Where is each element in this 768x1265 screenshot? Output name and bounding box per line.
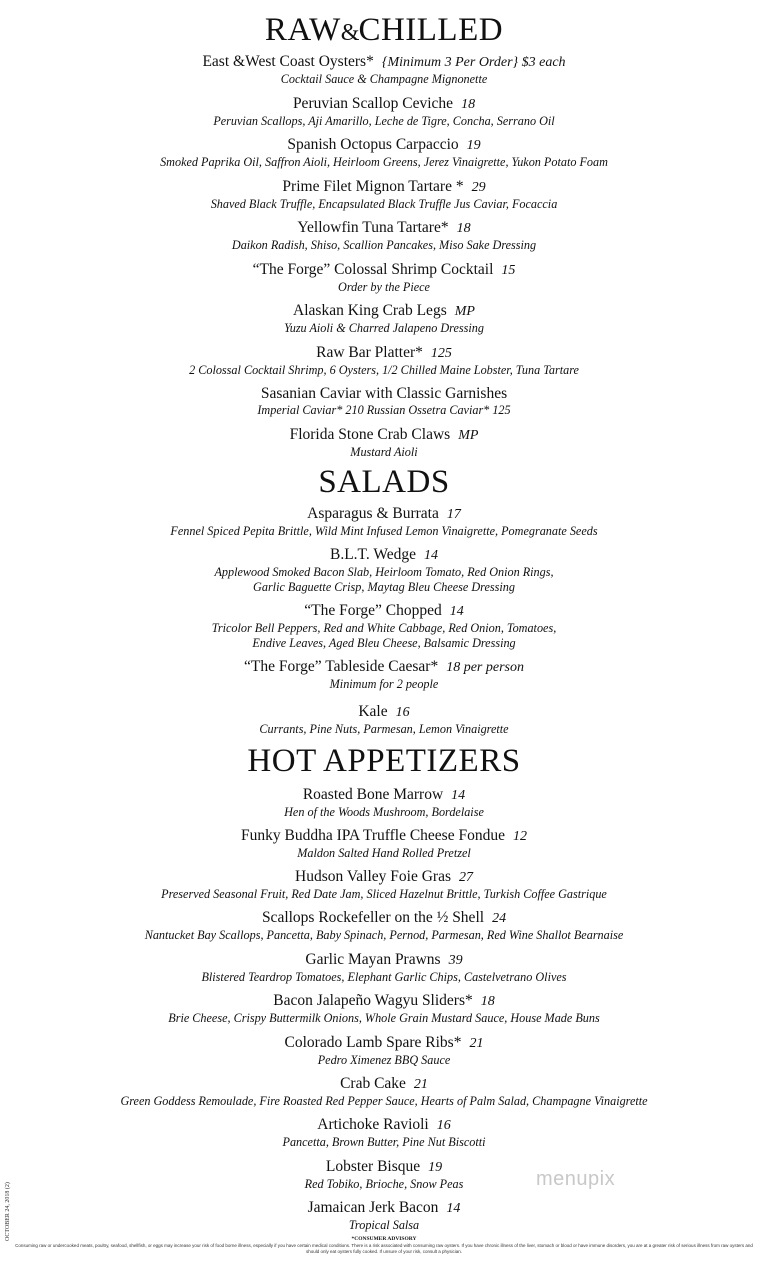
item-price: {Minimum 3 Per Order} $3 each <box>381 55 566 70</box>
item-name: “The Forge” Colossal Shrimp Cocktail <box>252 261 494 278</box>
item-description: Daikon Radish, Shiso, Scallion Pancakes, Miso Sake Dressing <box>231 238 537 252</box>
item-name: Kale <box>358 703 388 720</box>
item-name: Alaskan King Crab Legs <box>293 302 447 319</box>
item-description: Applewood Smoked Bacon Slab, Heirloom Tomato, Red Onion Rings, <box>214 565 554 579</box>
item-description: Smoked Paprika Oil, Saffron Aioli, Heirloom Greens, Jerez Vinaigrette, Yukon Potato Foam <box>160 155 608 169</box>
item-description: Minimum for 2 people <box>329 677 439 691</box>
item-price: 24 <box>492 911 507 926</box>
menu-item <box>0 703 768 737</box>
item-name: Asparagus & Burrata <box>307 505 439 522</box>
menu-item <box>0 302 768 336</box>
item-description: Nantucket Bay Scallops, Pancetta, Baby Spinach, Pernod, Parmesan, Red Wine Shallot Bearnaise <box>144 928 624 942</box>
title-ampersand: & <box>340 20 359 46</box>
item-price: 39 <box>448 953 463 968</box>
menu-item <box>0 909 768 943</box>
item-price: 19 <box>466 138 481 153</box>
item-name: “The Forge” Chopped <box>304 602 442 619</box>
item-description: Fennel Spiced Pepita Brittle, Wild Mint Infused Lemon Vinaigrette, Pomegranate Seeds <box>170 524 598 538</box>
menu-item <box>0 178 768 212</box>
item-price: 16 <box>395 705 410 720</box>
item-description: 2 Colossal Cocktail Shrimp, 6 Oysters, 1/2 Chilled Maine Lobster, Tuna Tartare <box>189 363 579 377</box>
item-description: Tricolor Bell Peppers, Red and White Cabbage, Red Onion, Tomatoes, <box>211 621 557 635</box>
item-description: Yuzu Aioli & Charred Jalapeno Dressing <box>284 321 484 335</box>
menu-item <box>0 1034 768 1068</box>
section-title-raw-chilled <box>0 14 768 47</box>
item-name: “The Forge” Tableside Caesar* <box>244 658 439 675</box>
item-description: Brie Cheese, Crispy Buttermilk Onions, Whole Grain Mustard Sauce, House Made Buns <box>168 1011 600 1025</box>
item-name: Roasted Bone Marrow <box>302 786 444 803</box>
item-price: 15 <box>501 263 516 278</box>
item-description: Tropical Salsa <box>348 1218 420 1232</box>
item-description: Red Tobiko, Brioche, Snow Peas <box>304 1177 464 1191</box>
menu-item <box>0 505 768 539</box>
menu-item <box>0 53 768 87</box>
item-description: Order by the Piece <box>338 280 430 294</box>
item-name: Peruvian Scallop Ceviche <box>292 95 454 112</box>
item-price: 17 <box>446 507 461 522</box>
item-price: 18 <box>456 221 471 236</box>
print-date-note: OCTOBER 24, 2018 (2) <box>5 1182 11 1241</box>
item-description: Hen of the Woods Mushroom, Bordelaise <box>284 805 484 819</box>
menu-item <box>0 136 768 170</box>
menu-item <box>0 344 768 378</box>
item-price: 19 <box>428 1160 443 1175</box>
item-name: Crab Cake <box>340 1075 406 1092</box>
menu-item <box>0 786 768 820</box>
menu-item <box>0 95 768 129</box>
item-price: 16 <box>436 1118 451 1133</box>
item-name: Bacon Jalapeño Wagyu Sliders* <box>273 992 473 1009</box>
item-description: Imperial Caviar* 210 Russian Ossetra Caviar* 125 <box>257 403 511 417</box>
menu-item <box>0 868 768 902</box>
item-description: Pancetta, Brown Butter, Pine Nut Biscotti <box>282 1135 486 1149</box>
item-description: Pedro Ximenez BBQ Sauce <box>317 1053 451 1067</box>
menu-item <box>0 658 768 692</box>
item-price: 14 <box>451 788 466 803</box>
item-name: B.L.T. Wedge <box>330 546 416 563</box>
item-name: Spanish Octopus Carpaccio <box>287 136 459 153</box>
item-price: 14 <box>424 548 438 563</box>
item-name: Prime Filet Mignon Tartare * <box>282 178 464 195</box>
menu-item <box>0 426 768 460</box>
menu-item <box>0 951 768 985</box>
title-word: RAW <box>264 12 341 48</box>
menu-item <box>0 1158 768 1192</box>
item-description: Peruvian Scallops, Aji Amarillo, Leche de Tigre, Concha, Serrano Oil <box>213 114 555 128</box>
menupix-watermark: menupix <box>536 1168 616 1190</box>
item-name: East &West Coast Oysters* <box>202 53 374 70</box>
item-name: Hudson Valley Foie Gras <box>295 868 451 885</box>
item-price: 12 <box>512 829 527 844</box>
item-price: 18 per person <box>446 660 524 675</box>
item-name: Scallops Rockefeller on the ½ Shell <box>261 909 485 926</box>
section-title-hot-appetizers: HOT APPETIZERS <box>247 743 521 779</box>
item-name: Funky Buddha IPA Truffle Cheese Fondue <box>241 827 505 844</box>
item-price: MP <box>458 428 479 443</box>
item-description: Endive Leaves, Aged Bleu Cheese, Balsamic Dressing <box>252 635 516 650</box>
item-name: Lobster Bisque <box>325 1158 421 1175</box>
item-description: Garlic Baguette Crisp, Maytag Bleu Cheese Dressing <box>253 579 515 594</box>
title-word: CHILLED <box>358 12 504 48</box>
menu-item <box>0 1075 768 1109</box>
menu-item <box>0 1116 768 1150</box>
item-description: Shaved Black Truffle, Encapsulated Black Truffle Jus Caviar, Focaccia <box>210 197 558 211</box>
consumer-advisory-title: *CONSUMER ADVISORY <box>351 1236 417 1242</box>
item-price: 18 <box>461 97 476 112</box>
item-price: 29 <box>471 180 486 195</box>
item-description: Blistered Teardrop Tomatoes, Elephant Garlic Chips, Castelvetrano Olives <box>201 970 567 984</box>
menu-item <box>0 546 768 594</box>
item-price: 18 <box>480 994 495 1009</box>
item-price: 21 <box>413 1077 428 1092</box>
menu-item <box>0 385 768 418</box>
section-title-salads: SALADS <box>318 464 450 500</box>
item-price: 27 <box>459 870 473 885</box>
item-name: Sasanian Caviar with Classic Garnishes <box>260 385 508 402</box>
item-name: Florida Stone Crab Claws <box>289 426 451 443</box>
item-name: Colorado Lamb Spare Ribs* <box>284 1034 462 1051</box>
menu-item <box>0 1199 768 1233</box>
item-description: Preserved Seasonal Fruit, Red Date Jam, Sliced Hazelnut Brittle, Turkish Coffee Gastrique <box>161 887 607 901</box>
item-description: Mustard Aioli <box>350 445 418 459</box>
menu-item <box>0 261 768 295</box>
menu-item <box>0 602 768 650</box>
item-description: Cocktail Sauce & Champagne Mignonette <box>280 72 488 86</box>
item-name: Yellowfin Tuna Tartare* <box>297 219 449 236</box>
item-description: Green Goddess Remoulade, Fire Roasted Red Pepper Sauce, Hearts of Palm Salad, Champagne Vinaigrette <box>120 1094 648 1108</box>
item-name: Jamaican Jerk Bacon <box>307 1199 439 1216</box>
item-name: Garlic Mayan Prawns <box>305 951 441 968</box>
menu-item <box>0 219 768 253</box>
consumer-advisory-text: Consuming raw or undercooked meats, poultry, seafood, shellfish, or eggs may increase your risk of food borne illness, especially if you have certain medical conditions. There is a risk associated with consuming raw oysters. If you have chronic illness of the liver, stomach or blood or have immune disorders, you are at a greater risk of serious illness from raw oysters and should only eat oysters fully cooked. If unsure of your risk, consult a physician. <box>15 1243 753 1254</box>
menu-item <box>0 992 768 1026</box>
item-price: 21 <box>469 1036 484 1051</box>
item-description: Currants, Pine Nuts, Parmesan, Lemon Vinaigrette <box>259 722 509 736</box>
item-price: 14 <box>446 1201 461 1216</box>
item-name: Raw Bar Platter* <box>316 344 423 361</box>
menu-item <box>0 827 768 861</box>
item-price: 14 <box>449 604 464 619</box>
item-description: Maldon Salted Hand Rolled Pretzel <box>297 846 471 860</box>
item-name: Artichoke Ravioli <box>317 1116 429 1133</box>
item-price: 125 <box>430 346 452 361</box>
item-price: MP <box>454 304 475 319</box>
